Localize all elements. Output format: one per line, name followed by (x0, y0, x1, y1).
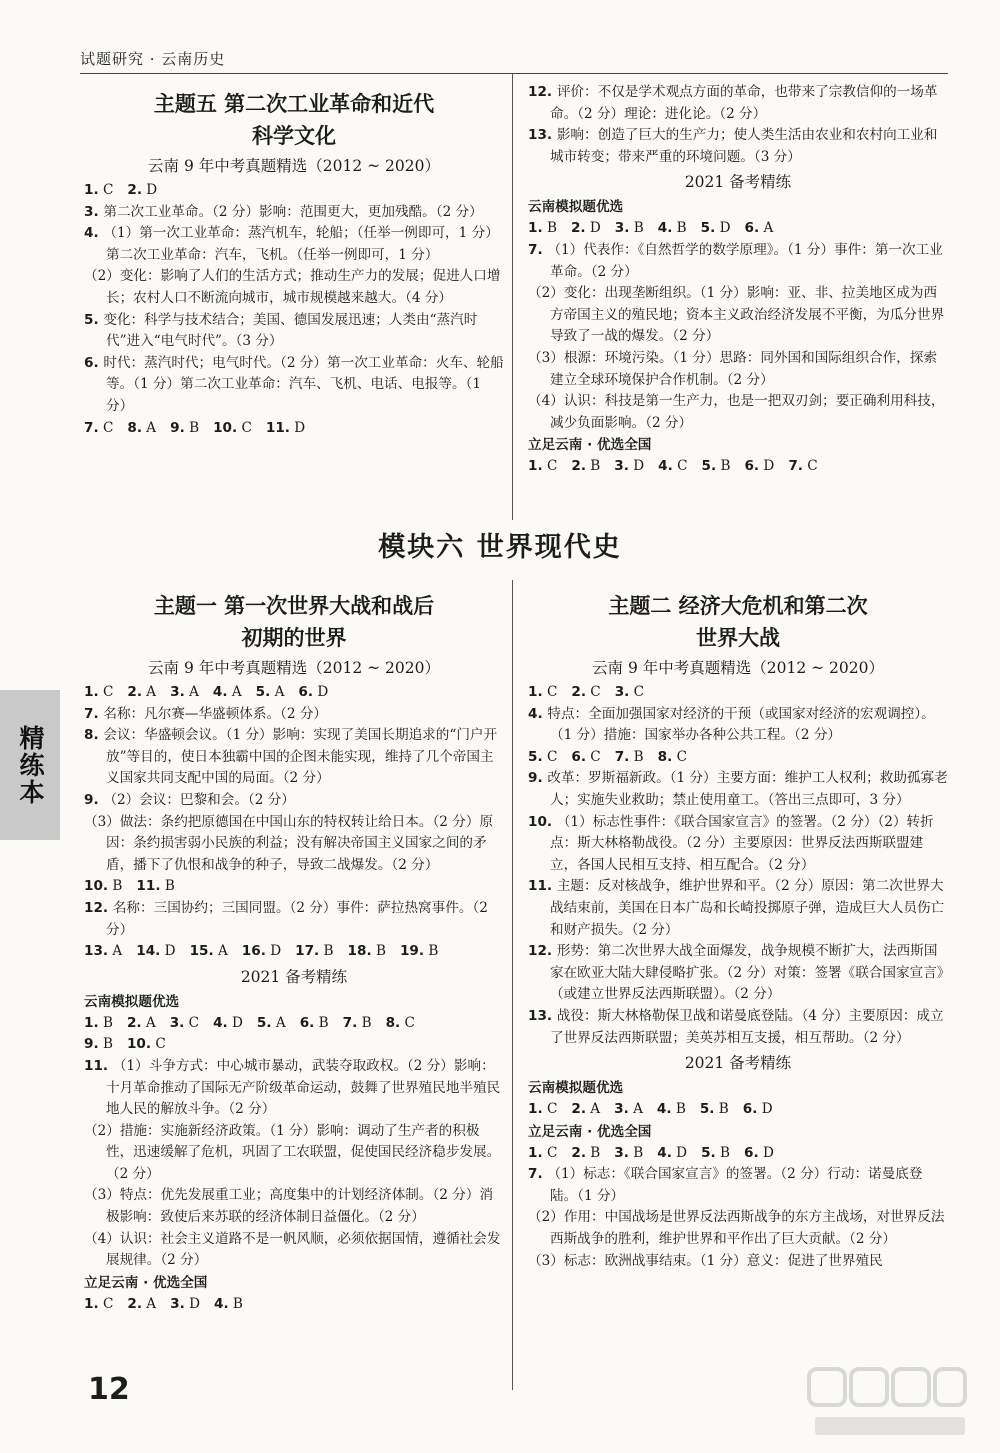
answer-item: （3）做法：条约把原德国在中国山东的特权转让给日本。（2 分）原因：条约损害弱小民族的利益；没有解决帝国主义国家之间的矛盾，播下了仇恨和战争的种子，导致二战爆发。（2 分） (84, 813, 494, 873)
answer-item: 12. 名称：三国协约；三国同盟。（2 分）事件：萨拉热窝事件。（2 分） (84, 899, 488, 938)
answer-key: 1. C (84, 182, 114, 198)
answer-key: 4. C (658, 458, 688, 475)
answer-list (84, 898, 504, 941)
subhead-national: 立足云南 · 优选全国 (528, 437, 652, 454)
answer-item: 5. 变化：科学与技术结合；美国、德国发展迅速；人类由“蒸汽时代”进入“电气时代”。（3 分） (84, 311, 478, 350)
answer-row (528, 1099, 948, 1121)
answer-row (84, 1013, 504, 1035)
column-divider-bottom (512, 580, 513, 1390)
answer-key: 2. D (570, 220, 601, 237)
answer-key: 10. B (84, 878, 123, 895)
answer-key: 1. C (528, 684, 558, 700)
answer-item: 3. 第二次工业革命。（2 分）影响：范围更大，更加残酷。（2 分） (84, 203, 483, 220)
answer-key: 4. D (213, 1014, 243, 1031)
answer-row (528, 682, 948, 704)
answer-key: 6. D (742, 1101, 773, 1118)
answer-list (84, 202, 504, 418)
subhead-mock: 云南模拟题优选 (528, 199, 624, 216)
side-tab-label: 精练本 (16, 724, 45, 806)
answer-list (84, 1056, 504, 1272)
answer-key: 7. B (614, 748, 644, 765)
answer-key: 5. D (700, 220, 731, 237)
theme1-column (84, 590, 504, 1315)
theme5-caption: 云南 9 年中考真题精选（2012 ~ 2020） (148, 157, 440, 175)
answer-key: 7. B (342, 1014, 372, 1031)
answer-key: 5. A (256, 1014, 286, 1031)
answer-item: 8. 会议：华盛顿会议。（1 分）影响：实现了美国长期追求的“门户开放”等目的，使日本独霸中国的企图未能实现，维持了几个帝国主义国家共同支配中国的局面。（2 分） (84, 727, 498, 787)
answer-key: 1. B (84, 1014, 113, 1031)
answer-list (528, 1164, 948, 1272)
answer-item: 7. （1）代表作：《自然哲学的数学原理》。（1 分）事件：第一次工业革命。（2 分） (528, 241, 943, 280)
theme1-title-line2: 初期的世界 (241, 626, 347, 650)
answer-item: （2）变化：影响了人们的生活方式；推动生产力的发展；促进人口增长；农村人口不断流向城市，城市规模越来越大。（4 分） (84, 268, 501, 306)
answer-key: 8. C (385, 1014, 415, 1031)
answer-key: 6. D (298, 684, 329, 700)
answer-key: 15. A (189, 943, 228, 960)
answer-item: 6. 时代：蒸汽时代；电气时代。（2 分）第一次工业革命：火车、轮船等。（1 分）第二次工业革命：汽车、飞机、电话、电报等。（1 分） (84, 354, 504, 414)
theme2-caption: 云南 9 年中考真题精选（2012 ~ 2020） (592, 659, 884, 677)
answer-key: 2. A (127, 1295, 157, 1312)
theme5-column (84, 88, 504, 439)
answer-key: 5. A (255, 684, 285, 700)
subhead-national: 立足云南 · 优选全国 (84, 1274, 208, 1291)
answer-row (84, 876, 504, 898)
theme5-title-line1: 主题五 第二次工业革命和近代 (153, 92, 435, 116)
answer-item: 10. （1）标志性事件：《联合国家宣言》的签署。（2 分）（2）转折点：斯大林格勒战役。（2 分）主要原因：世界反法西斯联盟建立，各国人民相互支持、相互配合。（2 分） (528, 813, 934, 873)
module-title: 模块六 世界现代史 (378, 532, 622, 563)
answer-key: 2. B (571, 1144, 601, 1161)
answer-item: 4. 特点：全面加强国家对经济的干预（或国家对经济的宏观调控）。（1 分）措施：国家举办各种公共工程。（2 分） (528, 705, 935, 744)
answer-item: （4）认识：社会主义道路不是一帆风顺，必须依据国情，遵循社会发展规律。（2 分） (84, 1230, 501, 1269)
answer-key: 3. B (614, 220, 644, 237)
answer-row (84, 941, 504, 963)
answer-key: 9. B (170, 419, 200, 436)
answer-key: 9. B (84, 1036, 113, 1053)
answer-key: 4. D (657, 1144, 688, 1161)
answer-key: 6. C (571, 748, 601, 765)
theme2-title-line2: 世界大战 (696, 626, 780, 650)
answer-item: 9. 改革：罗斯福新政。（1 分）主要方面：维护工人权利；救助孤寡老人；实施失业救助；禁止使用童工。（答出三点即可，3 分） (528, 770, 948, 808)
answer-item: （2）作用：中国战场是世界反法西斯战争的东方主战场，对世界反法西斯战争的胜利，维护世界和平作出了巨大贡献。（2 分） (528, 1209, 945, 1248)
answer-row (84, 1034, 504, 1056)
answer-key: 7. C (788, 458, 818, 475)
running-header: 试题研究 · 云南历史 (80, 50, 226, 68)
answer-key: 5. B (701, 458, 731, 475)
answer-key: 5. B (701, 1144, 731, 1161)
answer-key: 6. B (299, 1014, 329, 1031)
answer-item: 4. （1）第一次工业革命：蒸汽机车，轮船；（任举一例即可，1 分）第二次工业革命：汽车，飞机。（任举一例即可，1 分） (84, 225, 499, 263)
subhead-mock: 云南模拟题优选 (84, 993, 180, 1010)
theme5-title-line2: 科学文化 (252, 124, 336, 148)
answer-item: 12. 形势：第二次世界大战全面爆发，战争规模不断扩大，法西斯国家在欧亚大陆大肆侵略扩张。（2 分）对策：签署《联合国家宣言》（或建立世界反法西斯联盟）。（2 分） (528, 943, 944, 1003)
answer-item: 12. 评价：不仅是学术观点方面的革命，也带来了宗教信仰的一场革命。（2 分）理论：进化论。（2 分） (528, 84, 938, 122)
practice-section-title: 2021 备考精练 (684, 173, 792, 192)
answer-key: 18. B (347, 943, 386, 960)
answer-key: 16. D (241, 943, 282, 960)
answer-row (84, 418, 504, 440)
answer-item: 13. 战役：斯大林格勒保卫战和诺曼底登陆。（4 分）主要原因：成立了世界反法西斯联盟；美英苏相互支援，相互帮助。（2 分） (528, 1007, 944, 1046)
answer-key: 7. C (84, 419, 114, 436)
answer-key: 2. A (126, 1014, 156, 1031)
answer-item: 7. 名称：凡尔赛—华盛顿体系。（2 分） (84, 705, 328, 722)
answer-key: 1. C (528, 1101, 558, 1118)
answer-key: 10. C (213, 419, 252, 436)
answer-key: 3. A (614, 1101, 643, 1118)
answer-item: （3）根源：环境污染。（1 分）思路：同外国和国际组织合作，探索建立全球环境保护合作机制。（2 分） (528, 349, 938, 388)
answer-key: 3. C (169, 1014, 200, 1031)
answer-key: 2. C (571, 684, 601, 700)
theme1-title-line1: 主题一 第一次世界大战和战后 (153, 594, 435, 618)
practice-section-title: 2021 备考精练 (240, 967, 348, 986)
answer-key: 1. C (84, 1295, 114, 1312)
answer-row (84, 682, 504, 704)
answer-key: 4. A (212, 684, 242, 700)
answer-list (528, 82, 948, 168)
answer-key: 3. B (614, 1144, 644, 1161)
practice-section-title: 2021 备考精练 (684, 1054, 792, 1073)
theme2-column (528, 590, 948, 1272)
answer-item: （4）认识：科技是第一生产力，也是一把双刃剑；要正确利用科技，减少负面影响。（2 分） (528, 393, 945, 431)
answer-key: 1. C (84, 684, 114, 700)
answer-key: 2. A (571, 1101, 601, 1118)
answer-row (528, 218, 948, 240)
answer-item: （2）措施：实施新经济政策。（1 分）影响：调动了生产者的积极性，迅速缓解了危机，巩固了工农联盟，促使国民经济稳步发展。（2 分） (84, 1122, 501, 1182)
answer-key: 2. A (127, 684, 157, 700)
answer-key: 5. B (699, 1101, 729, 1118)
answer-key: 3. D (170, 1295, 200, 1312)
answer-item: 7. （1）标志：《联合国家宣言》的签署。（2 分）行动：诺曼底登陆。（1 分） (528, 1166, 923, 1204)
answer-key: 14. D (136, 943, 176, 960)
answer-item: 11. 主题：反对核战争，维护世界和平。（2 分）原因：第二次世界大战结束前，美国在日本广岛和长崎投掷原子弹，造成巨大人员伤亡和财产损失。（2 分） (528, 878, 945, 938)
answer-item: 9. （2）会议：巴黎和会。（2 分） (84, 791, 295, 808)
answer-item: （2）变化：出现垄断组织。（1 分）影响：亚、非、拉美地区成为西方帝国主义的殖民地；资本主义政治经济发展不平衡，为瓜分世界导致了一战的爆发。（2 分） (528, 285, 945, 345)
answer-key: 5. C (528, 748, 558, 765)
answer-key: 4. B (656, 1101, 686, 1118)
answer-key: 1. C (528, 458, 558, 475)
answer-key: 19. B (399, 943, 439, 960)
answer-list (528, 240, 948, 434)
answer-list (528, 768, 948, 1049)
answer-key: 3. A (170, 684, 199, 700)
answer-row (528, 456, 948, 478)
answer-key: 2. B (571, 458, 601, 475)
page-number: 12 (88, 1372, 130, 1407)
answer-row (84, 180, 504, 202)
answer-key: 1. B (528, 220, 557, 237)
answer-site-watermark-icon (805, 1361, 970, 1441)
answer-key: 10. C (126, 1036, 166, 1053)
answer-key: 4. B (657, 220, 687, 237)
column-divider-top (512, 73, 513, 520)
answer-key: 11. D (265, 419, 306, 436)
theme5-right-column (528, 82, 948, 478)
answer-key: 8. A (127, 419, 157, 436)
answer-item: 13. 影响：创造了巨大的生产力；使人类生活由农业和农村向工业和城市转变；带来严重的环境问题。（3 分） (528, 127, 938, 165)
answer-item: （3）特点：优先发展重工业；高度集中的计划经济体制。（2 分）消极影响：致使后来苏联的经济体制日益僵化。（2 分） (84, 1187, 494, 1226)
answer-key: 2. D (127, 182, 158, 198)
answer-list (84, 704, 504, 877)
answer-key: 3. C (614, 684, 645, 700)
header-rule (80, 73, 948, 74)
answer-list (528, 704, 948, 747)
answer-key: 6. D (744, 458, 775, 475)
subhead-national: 立足云南 · 优选全国 (528, 1123, 652, 1140)
answer-row (84, 1294, 504, 1316)
answer-key: 4. B (213, 1295, 243, 1312)
answer-row (528, 1143, 948, 1165)
answer-key: 3. D (614, 458, 645, 475)
answer-row (528, 747, 948, 769)
answer-key: 6. D (744, 1144, 774, 1161)
subhead-mock: 云南模拟题优选 (528, 1080, 624, 1097)
answer-item: （3）标志：欧洲战事结束。（1 分）意义：促进了世界殖民 (528, 1252, 883, 1269)
answer-key: 1. C (528, 1144, 558, 1161)
answer-key: 8. C (657, 748, 688, 765)
answer-key: 6. A (744, 220, 774, 237)
theme1-caption: 云南 9 年中考真题精选（2012 ~ 2020） (148, 659, 440, 677)
side-tab (0, 690, 60, 840)
answer-item: 11. （1）斗争方式：中心城市暴动，武装夺取政权。（2 分）影响：十月革命推动了国际无产阶级革命运动，鼓舞了世界殖民地半殖民地人民的解放斗争。（2 分） (84, 1057, 501, 1118)
answer-key: 11. B (136, 878, 175, 895)
answer-key: 13. A (84, 943, 123, 960)
answer-key: 17. B (295, 943, 334, 960)
theme2-title-line1: 主题二 经济大危机和第二次 (608, 594, 868, 618)
